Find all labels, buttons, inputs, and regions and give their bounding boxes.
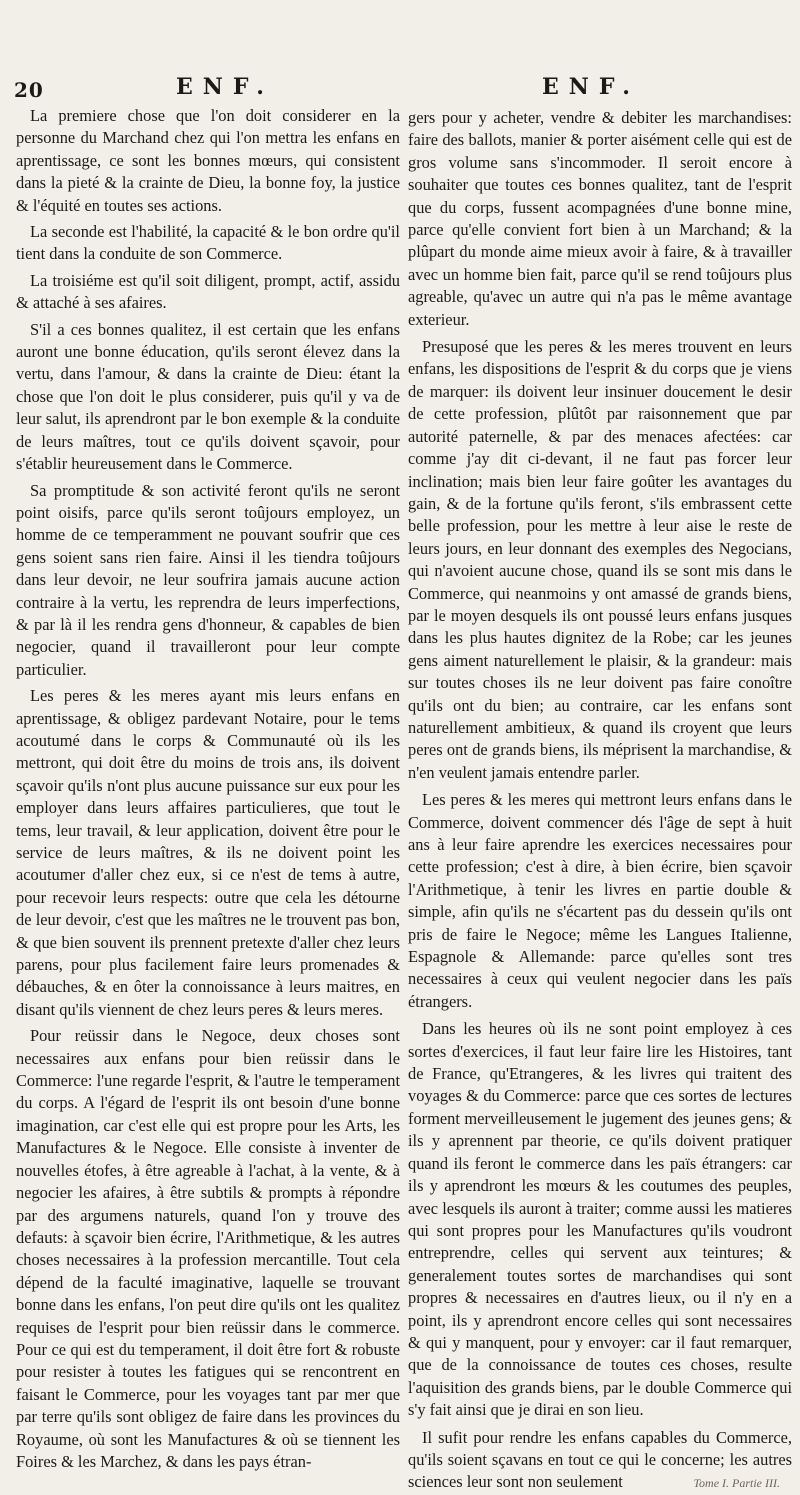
page-number: 20 — [14, 78, 44, 102]
paragraph: La troisiéme est qu'il soit diligent, prompt, actif, assidu & attaché à ses afaires. — [16, 270, 400, 313]
paragraph: Les peres & les meres ayant mis leurs enfans en aprentissage, & obligez pardevant Notaire, pour le tems acoutumé dans le corps & Communauté où ils les mettront, qui doit être du moins de trois ans, ils doivent sçavoir qu'ils n'ont plus aucune puissance sur eux pour les employer dans leurs affaires particulieres, que tout le tems, leur travail, & leur application, doivent être pour le service de leurs maîtres, & ils ne doivent point les acoutumer d'aller chez eux, si ce n'est de tems à autre, pour recevoir leurs respects: outre que cela les détourne de leur devoir, c'est que les maîtres ne le trouvent pas bon, & que bien souvent ils prennent pretexte d'aller chez leurs parens, pour plus facilement faire leurs promenades & débauches, & en ôter la connoissance à leurs maitres, en disant qu'ils viennent de chez leurs peres & leurs meres. — [16, 686, 400, 1019]
paragraph: La premiere chose que l'on doit considerer en la personne du Marchand chez qui l'on mettra les enfans en aprentissage, ce sont les bonnes mœurs, qui consistent dans la pieté & la crainte de Dieu, la bonne foy, la justice & l'équité en toutes ses actions. — [16, 106, 400, 215]
paragraph: Presuposé que les peres & les meres trouvent en leurs enfans, les dispositions de l'esprit & du corps que je viens de marquer: ils doivent leur insinuer doucement le desir de cette profession, plûtôt par raisonnement que par autorité paternelle, & par des menaces afectées: car comme j'ay dit ci-devant, il ne faut pas forcer leur inclination; mais bien leur faire goûter les avantages du gain, & de la fortune qu'ils feront, s'ils embrassent cette belle profession, pour les mettre à leur aise le reste de leurs jours, en leur donnant des exemples des Negocians, qui n'avoient aucune chose, quand ils se sont mis dans le Commerce, qui neanmoins y ont amassé de grands biens, par le moyen desquels ils ont poussé leurs enfans jusques dans les plus hautes dignitez de la Robe; car les jeunes gens aiment naturellement le plaisir, & la grandeur: mais sur toutes choses ils ne leur doivent pas faire conoître qu'ils ont du bien; au contraire, car les enfans sont naturellement ambitieux, & quand ils croyent que leurs peres ont de grands biens, ils méprisent la marchandise, & n'en veulent jamais entendre parler. — [408, 337, 792, 782]
paragraph: Sa promptitude & son activité feront qu'ils ne seront point oisifs, parce qu'ils seront toûjours employez, un homme de ce temperamment ne pouvant soufrir que ces gens soient sans rien faire. Ainsi il les tiendra toûjours dans leur devoir, ne leur soufrira jamais aucune action contraire à la vertu, les reprendra de leurs imperfections, & par là il les rendra gens d'honneur, & capables de bien negocier, quand il travailleront pour leur compte particulier. — [16, 480, 400, 679]
running-head-left: ENF. — [176, 74, 274, 100]
paragraph: Dans les heures où ils ne sont point employez à ces sortes d'exercices, il faut leur faire lire les Histoires, tant de France, qu'Etrangeres, & les livres qui traitent des voyages & du Commerce: parce que ces sortes de lectures forment merveilleusement le jugement des jeunes gens; & ils y aprennent par theorie, ce qu'ils doivent pratiquer quand ils feront le commerce dans les païs étrangers: car ils y aprendront les mœurs & les coutumes des peuples, avec lesquels ils auront à traiter; comme aussi les matieres qui sont propres pour les Manufactures qu'ils voudront entreprendre, celles qui servent aux teintures; & generalement toutes sortes de marchandises qui sont propres & necessaires en d'autres lieux, ou il n'y en a point, ils y aprendront encore celles qui sont necessaires & qui y manquent, pour y envoyer: car il faut remarquer, que de la connoissance de toutes ces choses, resulte l'aquisition des grands biens, par le double Commerce qui s'y fait ainsi que je dirai en son lieu. — [408, 1019, 792, 1420]
continued-paragraph: gers pour y acheter, vendre & debiter les marchandises: faire des ballots, manier & porter aisément celle qui est de gros volume sans s'incommoder. Il seroit encore à souhaiter que toutes ces bonnes qualitez, tant de l'esprit que du corps, fussent acompagnées d'une bonne mine, parce qu'elle convient fort bien à un Marchand; & la plûpart du monde aime mieux avoir à faire, & à travailler avec un homme bien fait, parce qu'il se rend toûjours plus agreable, qu'avec un autre qui n'a pas le même avantage exterieur. — [408, 108, 792, 329]
paragraph: La seconde est l'habilité, la capacité & le bon ordre qu'il tient dans la conduite de son Commerce. — [16, 222, 400, 264]
left-column — [16, 105, 400, 1473]
paragraph: Les peres & les meres qui mettront leurs enfans dans le Commerce, doivent commencer dés l'âge de sept à huit ans à leur faire aprendre les exercices necessaires pour cette profession; c'est à dire, à bien écrire, bien sçavoir l'Arithmetique, à tenir les livres en partie double & simple, afin qu'ils ne s'écartent pas du dessein qu'ils ont pris de faire le Negoce; même les Langues Italienne, Espagnole & Allemande: parce qu'elles sont tres necessaires à ceux qui veulent negocier dans les païs étrangers. — [408, 790, 792, 1011]
signature-note: Tome I. Partie III. — [693, 1476, 780, 1490]
paragraph: S'il a ces bonnes qualitez, il est certain que les enfans auront une bonne éducation, qu'ils seront élevez dans la vertu, dans l'amour, & dans la crainte de Dieu: étant la chose que l'on doit le plus considerer, puis qu'il y va de leur salut, ils aprendront par le bon exemple & la conduite de leurs maîtres, tout ce qu'ils doivent sçavoir, pour s'établir heureusement dans le Commerce. — [16, 319, 400, 474]
paragraph: Pour reüssir dans le Negoce, deux choses sont necessaires aux enfans pour bien reüssir dans le Commerce: l'une regarde l'esprit, & l'autre le temperament du corps. A l'égard de l'esprit ils ont besoin d'une bonne imagination, car c'est elle qui est propre pour les Arts, les Manufactures & le Negoce. Elle consiste à inventer de nouvelles étofes, à être agreable à l'achat, à la vente, & à negocier les afaires, à être subtils & prompts à répondre par des argumens naturels, quand l'on y trouve des defauts: à sçavoir bien écrire, l'Arithmetique, & les autres choses necessaires à la profession mercantille. Tout cela dépend de la faculté imaginative, laquelle se trouvant bonne dans les enfans, l'on peut dire qu'ils ont les qualitez requises de l'esprit pour bien reüssir dans le commerce. Pour ce qui est du temperament, il doit être fort & robuste pour resister à toutes les fatigues qui se rencontrent en faisant le Commerce, pour les voyages tant par mer que par terre qu'ils sont obligez de faire dans les provinces du Royaume, où sont les Manufactures & où se tiennent les Foires & les Marchez, & dans les pays étran- — [16, 1026, 400, 1471]
paragraph: Il sufit pour rendre les enfans capables du Commerce, qu'ils soient sçavans en tout ce qui le concerne; les autres sciences leur sont non seulement — [408, 1427, 792, 1492]
right-column — [408, 107, 792, 1494]
running-head-right: ENF. — [542, 74, 640, 100]
